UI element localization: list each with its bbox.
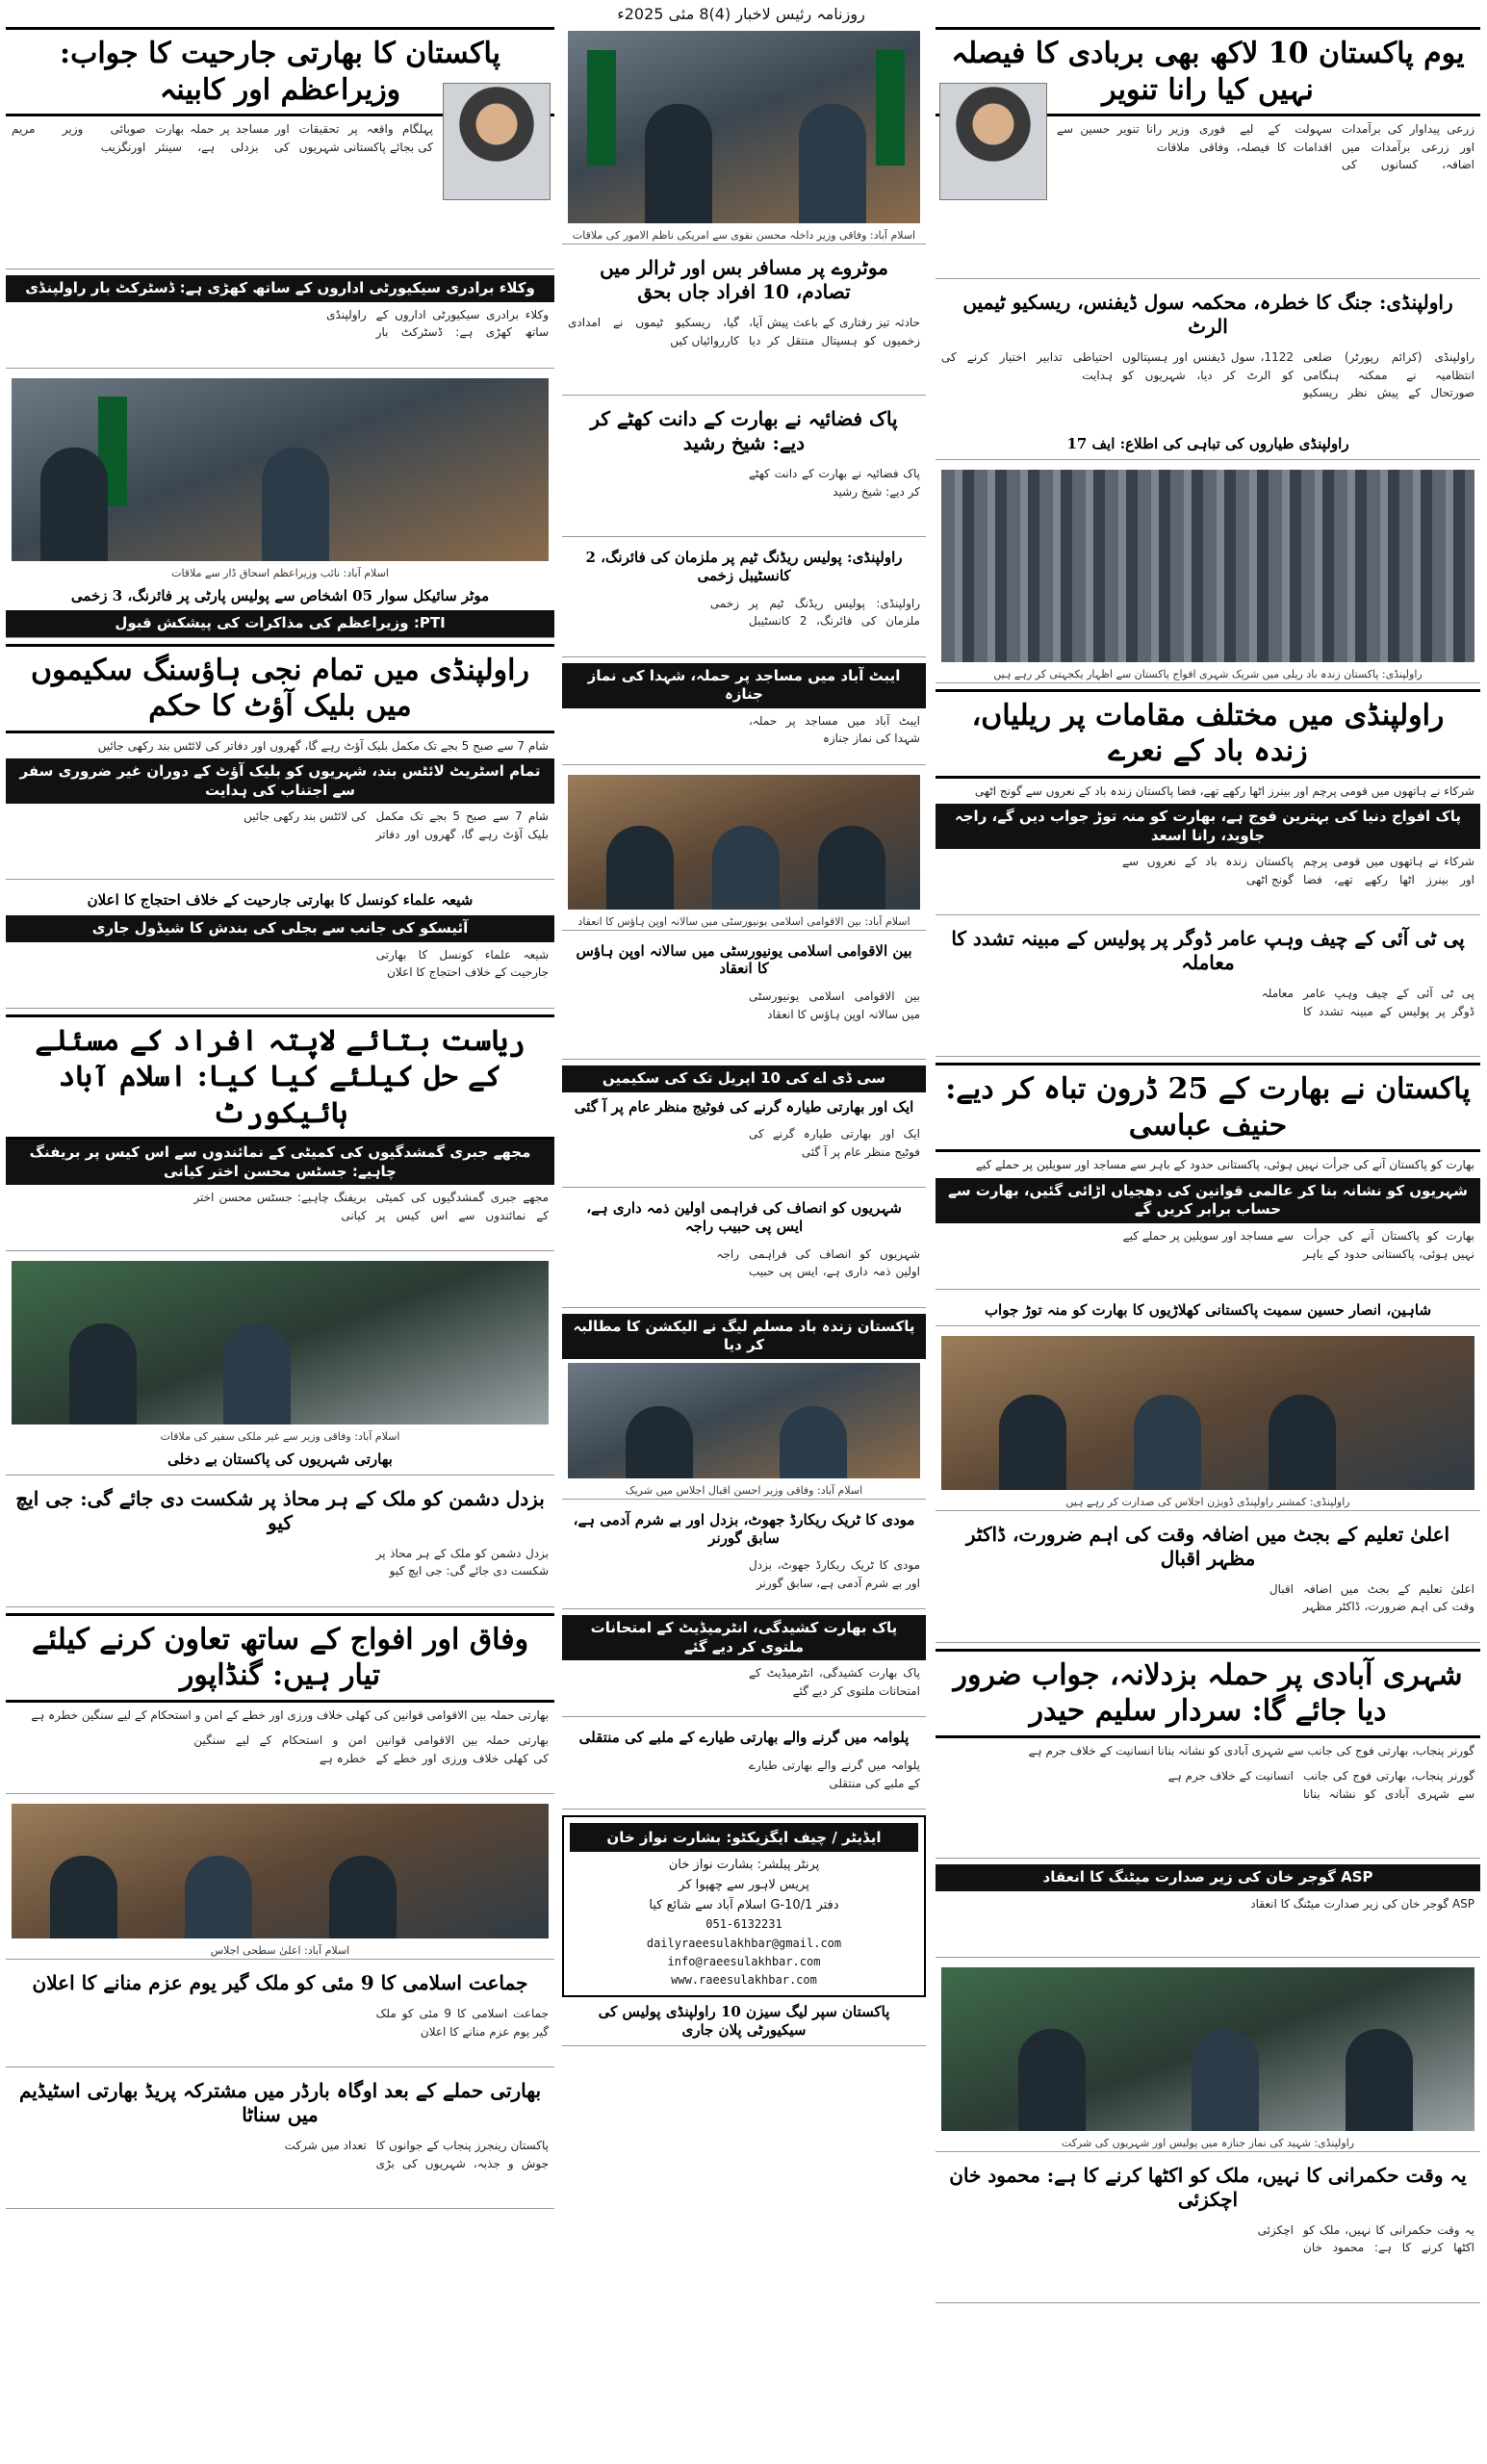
middle-column xyxy=(562,27,926,2456)
story-higher-education xyxy=(936,1517,1480,1643)
story-police-firing xyxy=(562,543,926,657)
story-body: مجھے جبری گمشدگیوں کی کمیٹی کے نمائندوں سے اس کیس پر بریفنگ چاہیے: جسٹس محسن اختر کیانی xyxy=(193,1191,549,1222)
photo-naqvi xyxy=(562,27,926,244)
photo-caption: اسلام آباد: بین الاقوامی اسلامی یونیورسٹی میں سالانہ اوپن ہاؤس کا انعقاد xyxy=(577,914,910,928)
headline: بھارتی حملے کے بعد اوگاہ بارڈر میں مشترکہ پریڈ بھارتی اسٹیڈیم میں سناٹا xyxy=(6,2073,554,2133)
story-hanif-abbasi xyxy=(936,1063,1480,1290)
story-body: اعلیٰ تعلیم کے بجٹ میں اضافہ وقت کی اہم ضرورت، ڈاکٹر مظہر اقبال xyxy=(1269,1581,1474,1614)
headline: راولپنڈی: جنگ کا خطرہ، محکمہ سول ڈیفنس، ریسکیو ٹیمیں الرٹ xyxy=(936,285,1480,345)
story-blackout xyxy=(6,644,554,881)
subheadline: مجھے جبری گمشدگیوں کی کمیٹی کے نمائندوں سے اس کیس پر بریفنگ چاہیے: جسٹس محسن اختر کیانی xyxy=(6,1140,554,1185)
photo-rally xyxy=(936,466,1480,683)
person-figure xyxy=(799,104,866,223)
portrait-photo xyxy=(443,83,551,200)
meeting-photo xyxy=(12,1261,549,1424)
photo-funeral xyxy=(936,1964,1480,2152)
headline: پاکستان سپر لیگ سیزن 10 راولپنڈی پولیس کی سیکیورٹی پلان جاری xyxy=(562,1997,926,2045)
meeting-photo xyxy=(568,1363,920,1478)
story-university xyxy=(562,937,926,1061)
person-figure xyxy=(1346,2029,1413,2130)
headline: پاک بھارت کشیدگی، انٹرمیڈیٹ کے امتحانات ملتوی کر دیے گئے xyxy=(562,1615,926,1660)
person-figure xyxy=(606,826,674,910)
headline: پاک فضائیہ نے بھارت کے دانت کھٹے کر دیے: شیخ رشید xyxy=(562,401,926,461)
headline: ASP گوجر خان کی زیر صدارت میٹنگ کا انعقاد xyxy=(936,1864,1480,1891)
headline: راولپنڈی: پولیس ریڈنگ ٹیم پر ملزمان کی فائرنگ، 2 کانسٹیبل زخمی xyxy=(562,543,926,591)
headline: راولپنڈی میں مختلف مقامات پر ریلیاں، زندہ باد کے نعرے xyxy=(936,689,1480,779)
left-column xyxy=(6,27,554,2456)
story-body: پاک بھارت کشیدگی، انٹرمیڈیٹ کے امتحانات ملتوی کر دیے گئے xyxy=(749,1666,920,1698)
story-body: یہ وقت حکمرانی کا نہیں، ملک کو اکٹھا کرنے کا ہے: محمود خان اچکزئی xyxy=(1257,2222,1474,2255)
portrait-photo xyxy=(939,83,1047,200)
flag-image xyxy=(876,50,905,166)
story-body: بزدل دشمن کو ملک کے ہر محاذ پر شکست دی جائے گی: جی ایچ کیو xyxy=(375,1546,549,1578)
person-figure xyxy=(645,104,712,223)
story-shia-ulema xyxy=(6,886,554,1008)
headline: ریاست بتائے لاپتہ افراد کے مسئلے کے حل کیلئے کیا کیا: اسلام آباد ہائیکورٹ xyxy=(6,1014,554,1141)
story-district-bar xyxy=(6,275,554,369)
person-figure xyxy=(818,826,885,910)
photo-caption: راولپنڈی: پاکستان زندہ باد ریلی میں شریک شہری افواج پاکستان سے اظہار یکجہتی کر رہے ہیں xyxy=(993,667,1423,680)
subheadline: شہریوں کو نشانہ بنا کر عالمی قوانین کی دھجیاں اڑائی گئیں، بھارت سے حساب برابر کریں گے xyxy=(936,1178,1480,1223)
photo-caption: اسلام آباد: وفاقی وزیر سے غیر ملکی سفیر کی ملاقات xyxy=(160,1430,400,1444)
headline: سی ڈی اے کی 10 اپریل تک کی سکیمیں xyxy=(562,1065,926,1092)
photo-ishaq-dar xyxy=(6,374,554,638)
story-governor xyxy=(936,1649,1480,1860)
meeting-photo xyxy=(12,1804,549,1938)
story-body: بین الاقوامی اسلامی یونیورسٹی میں سالانہ اوپن ہاؤس کا انعقاد xyxy=(749,989,920,1021)
story-body: شام 7 سے صبح 5 بجے تک مکمل بلیک آؤٹ رہے گا، گھروں اور دفاتر کی لائٹس بند رکھی جائیں xyxy=(244,809,549,841)
person-figure xyxy=(999,1395,1066,1490)
story-psl xyxy=(562,1997,926,2046)
subheadline: آئیسکو کی جانب سے بجلی کی بندش کا شیڈول جاری xyxy=(6,915,554,942)
story-pml xyxy=(562,1314,926,1500)
story-players xyxy=(936,1296,1480,1326)
headline: ایبٹ آباد میں مساجد پر حملہ، شہدا کی نماز جنازہ xyxy=(562,663,926,708)
story-gandapur xyxy=(6,1613,554,1795)
masthead-dateline: روزنامہ رئیس لاخبار (4)8 مئی 2025ء xyxy=(617,5,865,23)
story-jamaat xyxy=(6,1965,554,2067)
headline: وکلاء برادری سیکیورٹی اداروں کے ساتھ کھڑی ہے: ڈسٹرکٹ بار راولپنڈی xyxy=(6,275,554,302)
photo-caption: اسلام آباد: اعلیٰ سطحی اجلاس xyxy=(210,1944,350,1958)
headline: پاکستان زندہ باد مسلم لیگ نے الیکشن کا مطالبہ کر دیا xyxy=(562,1314,926,1359)
imprint-email[interactable]: info@raeesulakhbar.com xyxy=(667,1954,821,1968)
story-lead: بھارت کو پاکستان آنے کی جرأت نہیں ہوئی، پاکستانی حدود کے باہر سے مساجد اور سویلین پر حملے کیے xyxy=(975,1158,1474,1172)
story-body: بھارت کو پاکستان آنے کی جرأت نہیں ہوئی، پاکستانی حدود کے باہر سے مساجد اور سویلین پر حملے کیے xyxy=(1122,1228,1474,1261)
story-body: پلوامہ میں گرنے والے بھارتی طیارے کے ملبے کی منتقلی xyxy=(749,1758,920,1790)
rally-photo xyxy=(941,470,1474,662)
story-abbottabad xyxy=(562,663,926,765)
person-figure xyxy=(1018,2029,1086,2130)
story-body: ایک اور بھارتی طیارہ گرنے کی فوٹیج منظر عام پر آ گئی xyxy=(749,1127,920,1159)
story-lead: گورنر پنجاب، بھارتی فوج کی جانب سے شہری آبادی کو نشانہ بنانا انسانیت کے خلاف جرم ہے xyxy=(1028,1743,1474,1758)
photo-meeting xyxy=(936,1332,1480,1511)
photo-ambassador xyxy=(6,1257,554,1476)
headline: یہ وقت حکمرانی کا نہیں، ملک کو اکٹھا کرنے کا ہے: محمود خان اچکزئی xyxy=(936,2158,1480,2218)
story-modi xyxy=(562,1505,926,1610)
subheadline: پاک افواج دنیا کی بہترین فوج ہے، بھارت کو منہ توڑ جواب دیں گے، راجہ جاوید، رانا اسعد xyxy=(936,804,1480,849)
person-figure xyxy=(1192,2029,1259,2130)
story-lead: بھارتی حملہ بین الاقوامی قوانین کی کھلی خلاف ورزی اور خطے کے امن و استحکام کے لیے سنگین خطرہ ہے xyxy=(31,1707,549,1722)
headline: موٹروے پر مسافر بس اور ٹرالر میں تصادم، 10 افراد جاں بحق xyxy=(562,250,926,310)
photo-university xyxy=(562,771,926,931)
headline: شیعہ علماء کونسل کا بھارتی جارحیت کے خلاف احتجاج کا اعلان xyxy=(6,886,554,915)
imprint-box xyxy=(562,1815,926,1997)
story-missing-persons xyxy=(6,1014,554,1252)
story-body: راولپنڈی: پولیس ریڈنگ ٹیم پر ملزمان کی فائرنگ، 2 کانسٹیبل زخمی xyxy=(709,596,920,629)
imprint-website[interactable]: www.raeesulakhbar.com xyxy=(671,1972,817,1987)
photo-caption: راولپنڈی: شہید کی نماز جنازہ میں پولیس اور شہریوں کی شرکت xyxy=(1061,2136,1355,2149)
photo-caption: اسلام آباد: وفاقی وزیر داخلہ محسن نقوی سے امریکی ناظم الامور کی ملاقات xyxy=(572,229,916,242)
headline: پاکستان نے بھارت کے 25 ڈرون تباہ کر دیے: حنیف عباسی xyxy=(936,1063,1480,1152)
person-figure xyxy=(712,826,780,910)
story-rallies xyxy=(936,689,1480,916)
funeral-photo xyxy=(941,1967,1474,2131)
photo-caption: اسلام آباد: نائب وزیراعظم اسحاق ڈار سے ملاقات xyxy=(171,566,389,579)
person-figure xyxy=(780,1406,847,1477)
imprint-phone: 051-6132231 xyxy=(705,1917,782,1932)
story-body: حادثہ تیز رفتاری کے باعث پیش آیا، زخمیوں کو ہسپتال منتقل کر دیا گیا، ریسکیو ٹیموں نے امدادی کارروائیاں کیں xyxy=(568,316,920,347)
story-body: گورنر پنجاب، بھارتی فوج کی جانب سے شہری آبادی کو نشانہ بنانا انسانیت کے خلاف جرم ہے xyxy=(1167,1769,1474,1801)
story-body: مودی کا ٹریک ریکارڈ جھوٹ، بزدل اور بے شرم آدمی ہے، سابق گورنر xyxy=(749,1558,920,1590)
right-column xyxy=(936,27,1480,2456)
person-figure xyxy=(185,1856,252,1939)
headline: وفاق اور افواج کے ساتھ تعاون کرنے کیلئے تیار ہیں: گنڈاپور xyxy=(6,1613,554,1703)
imprint-line: پریس لاہور سے چھپوا کر xyxy=(679,1877,809,1892)
headline: مودی کا ٹریک ریکارڈ جھوٹ، بزدل اور بے شرم آدمی ہے، سابق گورنر xyxy=(562,1505,926,1553)
headline: پی ٹی آئی کے چیف وہپ عامر ڈوگر پر پولیس کے مبینہ تشدد کا معاملہ xyxy=(936,921,1480,981)
meeting-photo xyxy=(941,1336,1474,1490)
story-body: جماعت اسلامی کا 9 مئی کو ملک گیر یوم عزم منانے کا اعلان xyxy=(375,2007,550,2040)
story-sp-habib xyxy=(562,1194,926,1308)
person-figure xyxy=(50,1856,117,1939)
subheadline: PTI: وزیراعظم کی مذاکرات کی پیشکش قبول xyxy=(6,610,554,637)
story-lead: شرکاء نے ہاتھوں میں قومی پرچم اور بینرز اٹھا رکھے تھے، فضا پاکستان زندہ باد کے نعروں سے گونج اٹھی xyxy=(974,783,1474,798)
story-exams xyxy=(562,1615,926,1717)
imprint-line: دفتر G-10/1 اسلام آباد سے شائع کیا xyxy=(649,1897,839,1912)
story-body: شیعہ علماء کونسل کا بھارتی جارحیت کے خلاف احتجاج کا اعلان xyxy=(375,947,549,980)
story-asp-meeting xyxy=(936,1864,1480,1958)
story-cda xyxy=(562,1065,926,1188)
story-body: شہریوں کو انصاف کی فراہمی اولین ذمہ داری ہے، ایس پی حبیب راجہ xyxy=(716,1246,920,1279)
story-wagah xyxy=(6,2073,554,2209)
story-pak-response xyxy=(6,27,554,270)
person-figure xyxy=(1134,1395,1201,1490)
story-sheikh-rasheed xyxy=(562,401,926,537)
person-figure xyxy=(40,448,108,561)
story-body: راولپنڈی (کرائم رپورٹر) ضلعی انتظامیہ نے ممکنہ ہنگامی صورتحال کے پیش نظر ریسکیو 1122، سول ڈیفنس اور ہسپتالوں کو الرٹ کر دیا، شہریوں کو احتیاطی تدابیر اختیار کرنے کی ہدایت xyxy=(941,350,1474,400)
person-figure xyxy=(223,1323,291,1424)
story-body: پی ٹی آئی کے چیف وہپ عامر ڈوگر پر پولیس کے مبینہ تشدد کا معاملہ xyxy=(1261,987,1474,1018)
photo-high-level-meeting xyxy=(6,1800,554,1960)
person-figure xyxy=(1269,1395,1336,1490)
headline: یوم پاکستان 10 لاکھ بھی بربادی کا فیصلہ نہیں کیا رانا تنویر xyxy=(936,27,1480,116)
subheadline: موٹر سائیکل سوار 05 اشخاص سے پولیس پارٹی پر فائرنگ، 3 زخمی xyxy=(6,581,554,611)
headline: پاکستان کا بھارتی جارحیت کا جواب: وزیراعظم اور کابینہ xyxy=(6,27,554,116)
story-body: ایبٹ آباد میں مساجد پر حملہ، شہدا کی نماز جنازہ xyxy=(749,713,920,746)
person-figure xyxy=(262,448,329,561)
story-body: پہلگام واقعہ پر تحقیقات کی بجائے پاکستانی شہریوں اور مساجد پر حملہ بھارت کی بزدلی ہے، سینئر صوبائی وزیر مریم اورنگزیب xyxy=(12,122,433,154)
imprint-title: ایڈیٹر / چیف ایگزیکٹو: بشارت نواز خان xyxy=(570,1823,918,1852)
story-amir-dogar xyxy=(936,921,1480,1057)
story-civil-defence xyxy=(936,285,1480,460)
person-figure xyxy=(626,1406,693,1477)
story-body: پاک فضائیہ نے بھارت کے دانت کھٹے کر دیے: شیخ رشید xyxy=(749,467,920,499)
story-lead: شام 7 سے صبح 5 بجے تک مکمل بلیک آؤٹ رہے گا، گھروں اور دفاتر کی لائٹس بند رکھی جائیں xyxy=(97,738,549,753)
event-photo xyxy=(568,775,920,910)
flag-image xyxy=(587,50,616,166)
headline: پلوامہ میں گرنے والے بھارتی طیارے کے ملبے کی منتقلی xyxy=(562,1723,926,1753)
headline: بزدل دشمن کو ملک کے ہر محاذ پر شکست دی جائے گی: جی ایچ کیو xyxy=(6,1481,554,1541)
story-body: زرعی پیداوار کی برآمدات اور زرعی برآمدات میں اضافہ، کسانوں کی سہولت کے لیے فوری اقدامات کا فیصلہ، وفاقی وزیر رانا تنویر حسین سے ملاقات xyxy=(1057,122,1474,172)
headline: شہریوں کو انصاف کی فراہمی اولین ذمہ داری ہے، ایس پی حبیب راجہ xyxy=(562,1194,926,1242)
story-rana-tanveer xyxy=(936,27,1480,279)
imprint-email[interactable]: dailyraeesulakhbar@gmail.com xyxy=(646,1936,842,1950)
imprint-line: پرنٹر پبلشر: بشارت نواز خان xyxy=(668,1858,820,1872)
subheadline: بھارتی شہریوں کی پاکستان بے دخلی xyxy=(6,1445,554,1475)
story-body: بھارتی حملہ بین الاقوامی قوانین کی کھلی خلاف ورزی اور خطے کے امن و استحکام کے لیے سنگین خطرہ ہے xyxy=(193,1733,549,1766)
story-pulwama xyxy=(562,1723,926,1810)
subheadline: ایک اور بھارتی طیارہ گرنے کی فوٹیج منظر عام پر آ گئی xyxy=(562,1092,926,1122)
person-figure xyxy=(329,1856,397,1939)
story-body: شرکاء نے ہاتھوں میں قومی پرچم اور بینرز اٹھا رکھے تھے، فضا پاکستان زندہ باد کے نعروں سے گونج اٹھی xyxy=(1122,855,1474,886)
story-ghq xyxy=(6,1481,554,1607)
meeting-photo xyxy=(12,378,549,561)
photo-caption: اسلام آباد: وفاقی وزیر احسن اقبال اجلاس میں شریک xyxy=(625,1483,863,1497)
story-body: وکلاء برادری سیکیورٹی اداروں کے ساتھ کھڑی ہے: ڈسٹرکٹ بار راولپنڈی xyxy=(326,307,549,340)
meeting-photo xyxy=(568,31,920,223)
story-body: ASP گوجر خان کی زیر صدارت میٹنگ کا انعقاد xyxy=(1250,1896,1474,1911)
headline: جماعت اسلامی کا 9 مئی کو ملک گیر یوم عزم منانے کا اعلان xyxy=(6,1965,554,2001)
headline: شہری آبادی پر حملہ بزدلانہ، جواب ضرور دیا جائے گا: سردار سلیم حیدر xyxy=(936,1649,1480,1738)
story-achakzai xyxy=(936,2158,1480,2303)
headline: راولپنڈی میں تمام نجی ہاؤسنگ سکیموں میں بلیک آؤٹ کا حکم xyxy=(6,644,554,733)
subheadline: تمام اسٹریٹ لائٹس بند، شہریوں کو بلیک آؤٹ کے دوران غیر ضروری سفر سے اجتناب کی ہدایت xyxy=(6,758,554,804)
headline: اعلیٰ تعلیم کے بجٹ میں اضافہ وقت کی اہم ضرورت، ڈاکٹر مظہر اقبال xyxy=(936,1517,1480,1577)
story-motorway xyxy=(562,250,926,396)
subheadline: راولپنڈی طیاروں کی تباہی کی اطلاع: ایف 17 xyxy=(936,429,1480,459)
headline: شاہین، انصار حسین سمیت پاکستانی کھلاڑیوں کا بھارت کو منہ توڑ جواب xyxy=(936,1296,1480,1325)
story-body: پاکستان رینجرز پنجاب کے جوانوں کا جوش و جذبہ، شہریوں کی بڑی تعداد میں شرکت xyxy=(284,2139,549,2171)
photo-caption: راولپنڈی: کمشنر راولپنڈی ڈویژن اجلاس کی صدارت کر رہے ہیں xyxy=(1065,1495,1350,1508)
headline: بین الاقوامی اسلامی یونیورسٹی میں سالانہ اوپن ہاؤس کا انعقاد xyxy=(562,937,926,985)
person-figure xyxy=(69,1323,137,1424)
